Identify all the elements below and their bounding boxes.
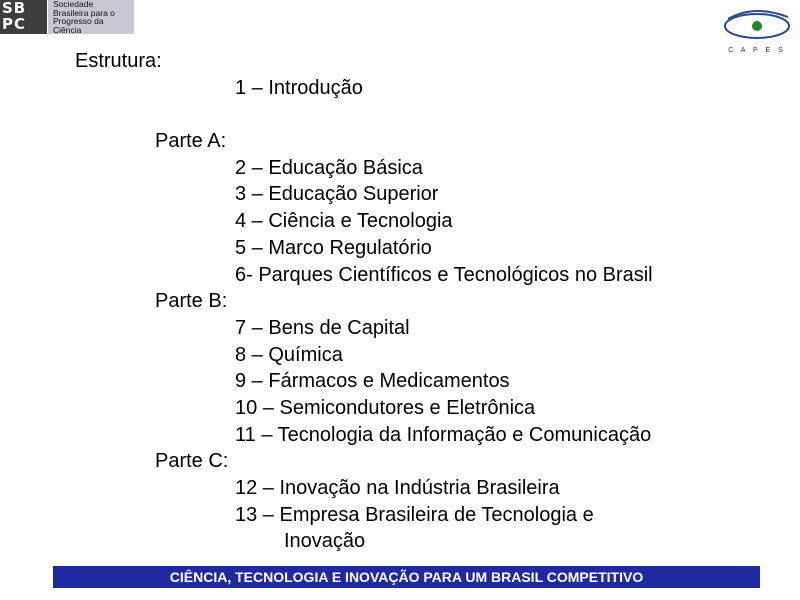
toc-item-intro: 1 – Introdução: [235, 77, 363, 99]
toc-item: 6- Parques Científicos e Tecnológicos no Brasil: [235, 264, 653, 286]
toc-item: 8 – Química: [235, 344, 343, 366]
footer-banner: CIÊNCIA, TECNOLOGIA E INOVAÇÃO PARA UM BRASIL COMPETITIVO: [53, 566, 760, 588]
toc-item: 9 – Fármacos e Medicamentos: [235, 370, 510, 392]
toc-item: 12 – Inovação na Indústria Brasileira: [235, 477, 560, 499]
toc-item: 2 – Educação Básica: [235, 157, 423, 179]
part-b-label: Parte B:: [155, 290, 228, 312]
toc-item: 4 – Ciência e Tecnologia: [235, 210, 453, 232]
toc-item: 7 – Bens de Capital: [235, 317, 410, 339]
part-a-label: Parte A:: [155, 130, 227, 152]
sbpc-name-line: Progresso da: [53, 16, 104, 26]
toc-item: 3 – Educação Superior: [235, 183, 439, 205]
toc-item: 10 – Semicondutores e Eletrônica: [235, 397, 536, 419]
sbpc-name-line: Sociedade: [53, 0, 94, 9]
sbpc-letters-top: SB: [2, 0, 27, 17]
sbpc-name-line: Brasileira para o: [53, 7, 115, 18]
toc-item: 11 – Tecnologia da Informação e Comunicação: [235, 424, 652, 446]
sbpc-letters-bottom: PC: [2, 15, 27, 33]
sbpc-name-line: Ciência: [53, 24, 82, 35]
structure-heading: Estrutura:: [75, 50, 162, 72]
capes-label: C A P E S: [728, 47, 786, 54]
part-c-label: Parte C:: [155, 450, 229, 472]
toc-item-continuation: Inovação: [284, 530, 366, 552]
toc-item: 5 – Marco Regulatório: [235, 237, 432, 259]
toc-item: 13 – Empresa Brasileira de Tecnologia e: [235, 504, 594, 526]
